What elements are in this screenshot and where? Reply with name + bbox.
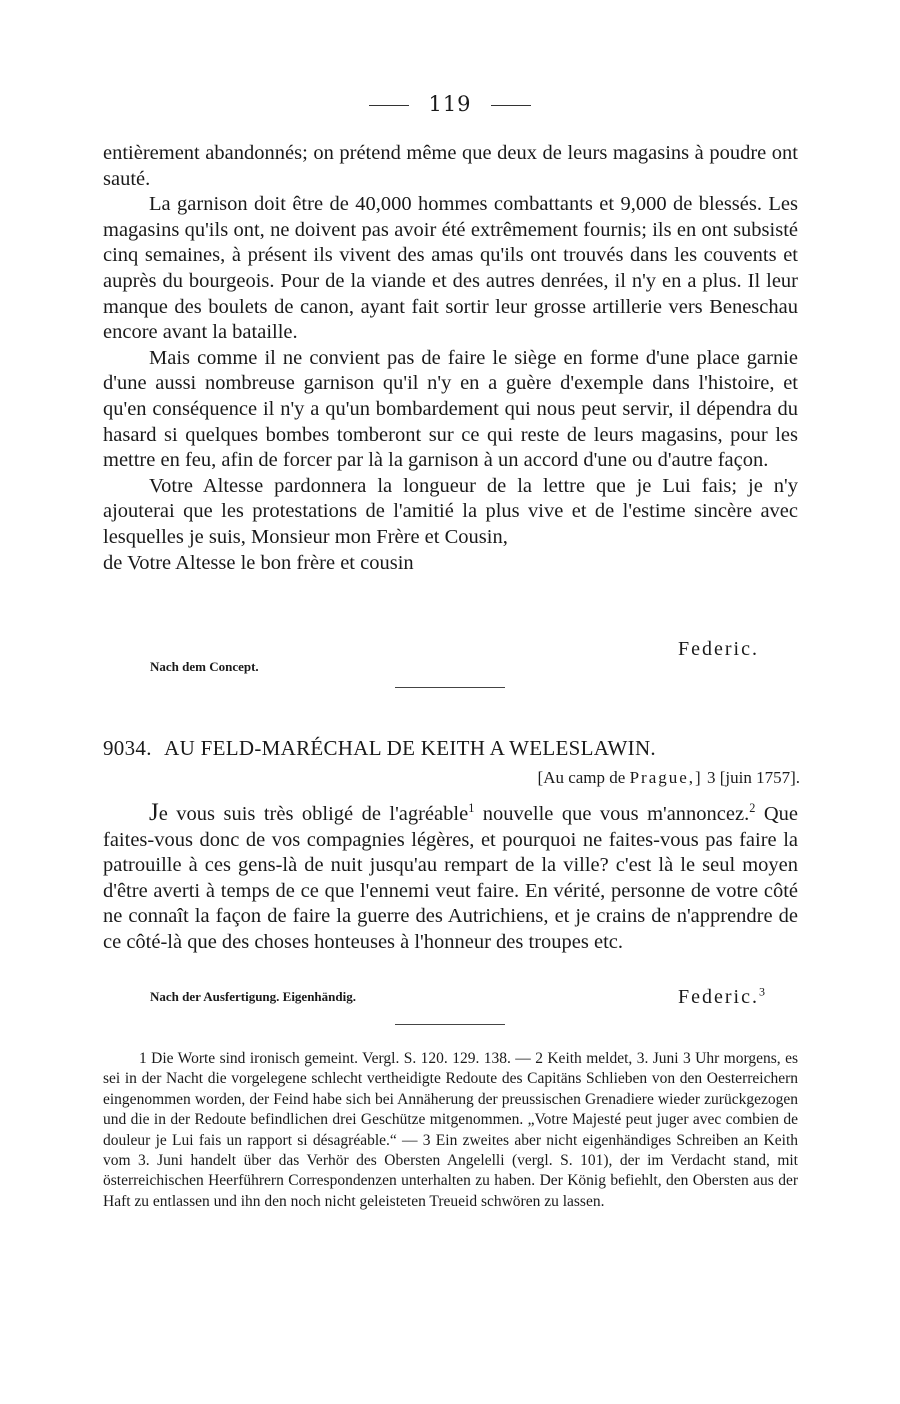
signature-text: Federic. bbox=[678, 986, 759, 1008]
paragraph: entièrement abandonnés; on prétend même que deux de leurs magasins à poudre ont sauté. bbox=[103, 142, 798, 190]
footnote-marker: 2 bbox=[749, 801, 756, 816]
footnotes bbox=[103, 1049, 798, 1212]
dateline-place: Prague,] bbox=[629, 768, 703, 787]
paragraph: La garnison doit être de 40,000 hommes combattants et 9,000 de blessés. Les magasins qu'ils ont, ne doivent pas avoir été extrêmement fournis; ils en ont subsisté cinq semaines, à présent ils vivent des amas qu'ils ont trouvés dans les couvents et auprès du bourgeois. Pour de la viande et des autres denrées, il n'y en a plus. Il leur manque des boulets de canon, ayant fait sortir leur grosse artillerie vers Beneschau encore avant la bataille. bbox=[103, 193, 798, 344]
text-segment: Que faites-vous donc de vos compagnies légères, et pourquoi ne faites-vous pas faire la patrouille à ces gens-là de nuit jusqu'au rempart de la ville? c'est là le seul moyen d'être averti à temps de ce que l'ennemi veut faire. En vérité, personne de votre côté ne connaît la façon de faire la guerre des Autrichiens, et je crains de n'apprendre de ce côté-là que des choses honteuses à l'honneur des troupes etc. bbox=[103, 803, 798, 953]
dateline-prefix: [Au camp de bbox=[537, 768, 626, 787]
source-note: Nach dem Concept. bbox=[150, 659, 259, 674]
dateline bbox=[420, 768, 800, 788]
signature: Federic. bbox=[678, 638, 759, 660]
letter-continuation bbox=[103, 141, 798, 576]
letter-heading bbox=[103, 736, 803, 761]
letter-body bbox=[103, 800, 798, 956]
header-rule-left bbox=[369, 105, 409, 106]
footnote-divider bbox=[395, 1024, 505, 1025]
paragraph: Votre Altesse pardonnera la longueur de la lettre que je Lui fais; je n'y ajouterai que les protestations de l'amitié la plus vive et de l'estime sincère avec lesquelles je suis, Monsieur mon Frère et Cousin, bbox=[103, 474, 798, 548]
source-note: Nach der Ausfertigung. Eigenhändig. bbox=[150, 989, 356, 1004]
footnote-marker: 1 bbox=[468, 801, 475, 816]
footnote-text: 1 Die Worte sind ironisch gemeint. Vergl. S. 120. 129. 138. — 2 Keith meldet, 3. Juni 3 Uhr morgens, es sei in der Nacht die vorgelegene schlecht vertheidigte Redoute des Capitäns Schlieben von den Oesterreichern eingenommen worden, der Feind habe sich bei Annäherung der preussischen Grenadiere wieder zurückgezogen und die in der Redoute befindlichen drei Geschütze mitgenommen. „Votre Majesté peut juger avec combien de douleur je Lui fais un rapport si désagréable.“ — 3 Ein zweites aber nicht eigenhändiges Schreiben an Keith vom 3. Juni handelt über das Verhör des Obersten Angelelli (vergl. S. 101), der im Verdacht stand, mit österreichischen Heerführern Correspondenzen unterhalten zu haben. Der König befiehlt, den Obersten aus der Haft zu entlassen und ihn den noch nicht geleisteten Treueid schwören zu lassen. bbox=[103, 1050, 798, 1210]
page-header bbox=[0, 92, 900, 116]
text-segment: e vous suis très obligé de l'agréable bbox=[158, 803, 469, 825]
closing-line: de Votre Altesse le bon frère et cousin bbox=[103, 551, 414, 574]
dropcap: J bbox=[149, 799, 159, 826]
paragraph bbox=[103, 800, 798, 956]
footnote-marker: 3 bbox=[758, 984, 767, 999]
letter-title: AU FELD-MARÉCHAL DE KEITH A WELESLAWIN. bbox=[164, 736, 656, 760]
signature bbox=[678, 986, 767, 1009]
dateline-date: 3 [juin 1757]. bbox=[706, 768, 800, 787]
paragraph: Mais comme il ne convient pas de faire le siège en forme d'une place garnie d'une aussi nombreuse garnison qu'il n'y en a guère d'exemple dans l'histoire, et qu'en conséquence il n'y a qu'un bombardement qui nous peut servir, il dépendra du hasard si quelques bombes tomberont sur ce qui reste de leurs magasins, pour les mettre en feu, afin de forcer par là la garnison à un accord d'une ou d'autre façon. bbox=[103, 346, 798, 472]
letter-number: 9034. bbox=[103, 736, 152, 760]
header-rule-right bbox=[491, 105, 531, 106]
text-segment: nouvelle que vous m'annoncez. bbox=[474, 803, 750, 825]
section-divider bbox=[395, 687, 505, 688]
page-number: 119 bbox=[428, 92, 472, 116]
